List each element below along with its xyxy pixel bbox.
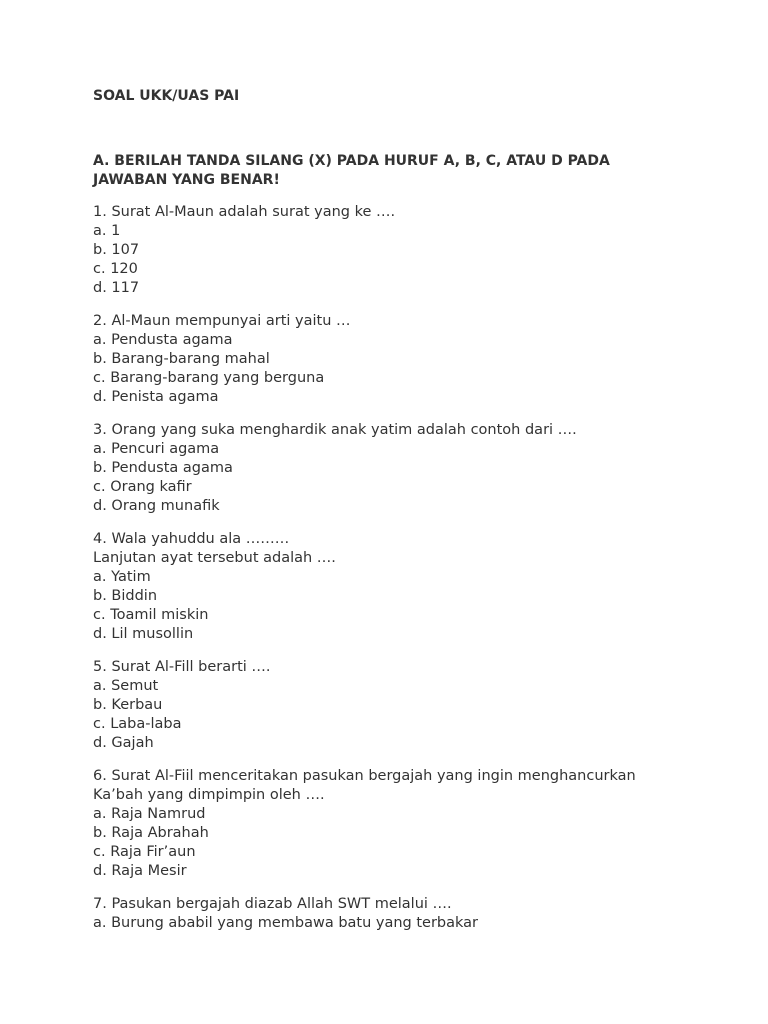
answer-option: b. Barang-barang mahal xyxy=(93,351,270,367)
answer-option: c. Laba-laba xyxy=(93,716,182,732)
question-item xyxy=(93,658,693,753)
document-page xyxy=(93,86,693,947)
answer-option: c. Raja Fir’aun xyxy=(93,844,196,860)
question-list xyxy=(93,203,693,933)
answer-option: c. Orang kafir xyxy=(93,479,192,495)
question-text: 3. Orang yang suka menghardik anak yatim adalah contoh dari …. xyxy=(93,422,577,438)
question-item xyxy=(93,530,693,644)
answer-option: a. Pendusta agama xyxy=(93,332,233,348)
answer-option: d. Penista agama xyxy=(93,389,219,405)
answer-option: c. 120 xyxy=(93,261,138,277)
question-text: 6. Surat Al-Fiil menceritakan pasukan bergajah yang ingin menghancurkan Ka’bah yang dimpimpin oleh …. xyxy=(93,768,636,803)
question-item xyxy=(93,203,693,298)
answer-option: a. Yatim xyxy=(93,569,151,585)
answer-option: b. Raja Abrahah xyxy=(93,825,209,841)
question-text: 7. Pasukan bergajah diazab Allah SWT melalui …. xyxy=(93,896,452,912)
answer-option: b. Pendusta agama xyxy=(93,460,233,476)
answer-option: d. Raja Mesir xyxy=(93,863,187,879)
answer-option: d. Gajah xyxy=(93,735,154,751)
answer-option: d. 117 xyxy=(93,280,140,296)
answer-option: a. Pencuri agama xyxy=(93,441,220,457)
question-text: 1. Surat Al-Maun adalah surat yang ke …. xyxy=(93,204,396,220)
answer-option: c. Toamil miskin xyxy=(93,607,209,623)
question-item xyxy=(93,767,693,881)
document-title: SOAL UKK/UAS PAI xyxy=(93,88,240,104)
answer-option: d. Lil musollin xyxy=(93,626,194,642)
answer-option: a. Raja Namrud xyxy=(93,806,206,822)
answer-option: c. Barang-barang yang berguna xyxy=(93,370,325,386)
answer-option: b. Biddin xyxy=(93,588,158,604)
question-text: 5. Surat Al-Fill berarti …. xyxy=(93,659,271,675)
section-heading: A. BERILAH TANDA SILANG (X) PADA HURUF A, B, C, ATAU D PADA JAWABAN YANG BENAR! xyxy=(93,153,610,188)
question-text: Lanjutan ayat tersebut adalah …. xyxy=(93,550,336,566)
question-item xyxy=(93,421,693,516)
question-item xyxy=(93,895,693,933)
answer-option: b. Kerbau xyxy=(93,697,163,713)
question-text: 2. Al-Maun mempunyai arti yaitu … xyxy=(93,313,351,329)
answer-option: a. 1 xyxy=(93,223,121,239)
question-text: 4. Wala yahuddu ala ……… xyxy=(93,531,290,547)
answer-option: b. 107 xyxy=(93,242,140,258)
question-item xyxy=(93,312,693,407)
answer-option: a. Semut xyxy=(93,678,159,694)
answer-option: d. Orang munafik xyxy=(93,498,220,514)
answer-option: a. Burung ababil yang membawa batu yang terbakar xyxy=(93,915,479,931)
